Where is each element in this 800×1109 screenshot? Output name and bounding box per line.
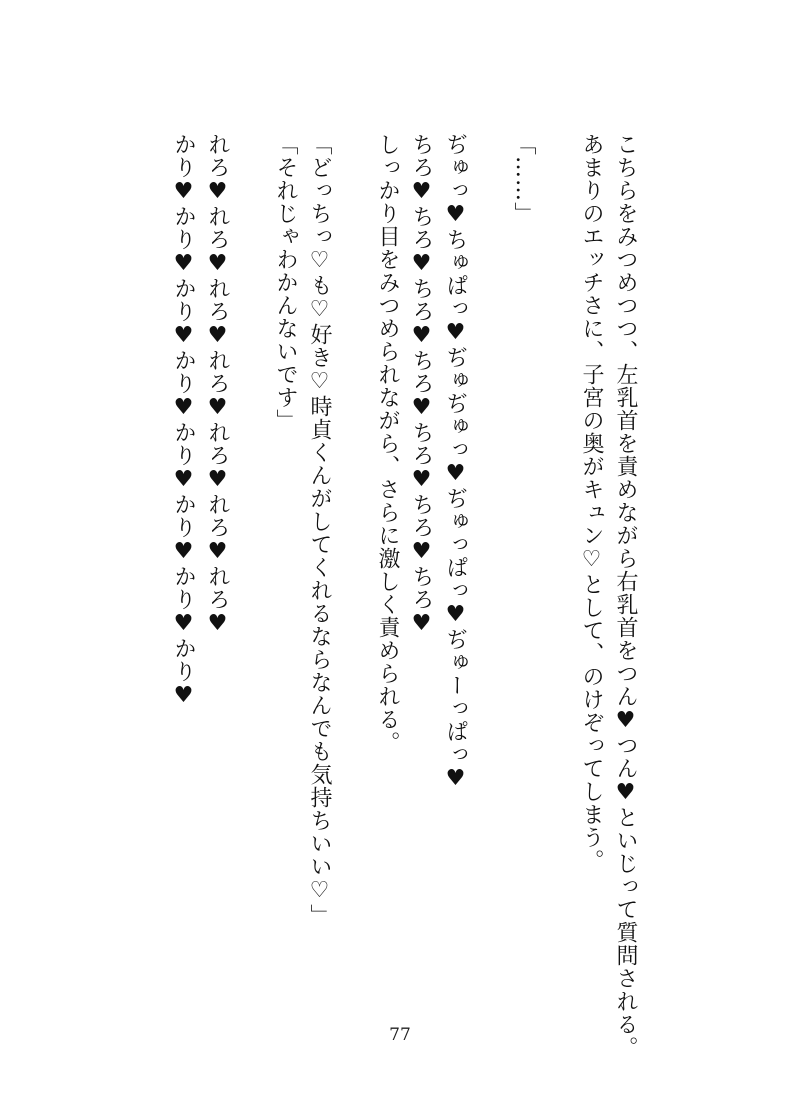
blank-line [336, 133, 370, 978]
text-line: れろ♥れろ♥れろ♥れろ♥れろ♥れろ♥れろ♥ [205, 133, 230, 637]
blank-line [540, 133, 574, 978]
text-line: 「……」 [511, 133, 536, 225]
text-line: かり♥かり♥かり♥かり♥かり♥かり♥かり♥かり♥ [171, 133, 196, 709]
text-line: しっかり目をみつめられながら、さらに激しく責められる。 [375, 133, 400, 754]
text-line: 「それじゃわかんないです」 [273, 133, 298, 432]
blank-line [472, 133, 506, 978]
text-line: こちらをみつめつつ、左乳首を責めながら右乳首をつん♥つん♥といじって質問される。 [613, 133, 638, 1059]
text-line: あまりのエッチさに、子宮の奥がキュン♡として、のけぞってしまう。 [579, 133, 604, 872]
blank-line [234, 133, 268, 978]
text-line: 「どっちっ♡も♡好き♡時貞くんがしてくれるならなんでも気持ちいい♡」 [307, 133, 332, 927]
text-line: ぢゅっ♥ちゅぱっ♥ぢゅぢゅっ♥ぢゅっぱっ♥ぢゅーっぱっ♥ [443, 133, 468, 792]
page-number: 77 [389, 1025, 411, 1045]
text-line: ちろ♥ちろ♥ちろ♥ちろ♥ちろ♥ちろ♥ちろ♥ [409, 133, 434, 637]
